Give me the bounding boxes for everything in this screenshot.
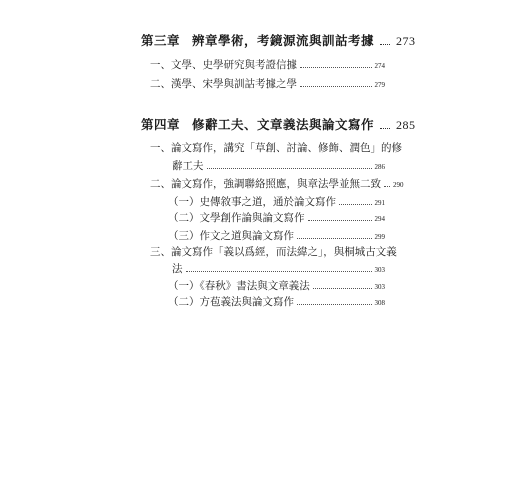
entry-page-number: 303 [374, 266, 385, 274]
chapter-page-number: 285 [396, 118, 416, 132]
toc-entry [172, 158, 385, 173]
entry-title: 二、論文寫作，強調聯絡照應，與章法學並無二致 [150, 178, 381, 190]
dot-leader [207, 168, 372, 169]
toc-entry [168, 210, 385, 225]
dot-leader [380, 128, 390, 129]
chapter-number: 第三章 [141, 33, 181, 48]
toc-entry-line-1: 一、論文寫作，講究「草創、討論、修飾、潤色」的修 [150, 142, 402, 154]
chapter-3-heading [141, 31, 416, 49]
toc-entry [168, 194, 385, 209]
entry-page-number: 303 [374, 283, 385, 291]
dot-leader [300, 67, 372, 68]
entry-page-number: 290 [393, 181, 404, 189]
toc-entry [168, 294, 385, 309]
dot-leader [313, 288, 372, 289]
chapter-title: 辨章學術，考鏡源流與訓詁考據 [192, 33, 375, 48]
toc-entry [172, 261, 385, 276]
entry-page-number: 286 [374, 163, 385, 171]
entry-title: 二、漢學、宋學與訓詁考據之學 [150, 78, 297, 90]
toc-entry-line-1: 三、論文寫作「義以爲經，而法緯之」，與桐城古文義 [150, 246, 397, 258]
dot-leader [384, 186, 390, 187]
entry-page-number: 308 [374, 299, 385, 307]
entry-page-number: 299 [374, 233, 385, 241]
dot-leader [300, 86, 372, 87]
chapter-title: 修辭工夫、文章義法與論文寫作 [192, 117, 375, 132]
entry-title: （一）史傳敘事之道，通於論文寫作 [168, 196, 336, 208]
entry-page-number: 279 [374, 81, 385, 89]
toc-entry [168, 228, 385, 243]
dot-leader [297, 238, 372, 239]
entry-title: （三）作文之道與論文寫作 [168, 230, 294, 242]
dot-leader [297, 304, 372, 305]
chapter-4-heading [141, 115, 416, 133]
dot-leader [308, 220, 372, 221]
chapter-page-number: 273 [396, 34, 416, 48]
entry-title: 辭工夫 [172, 160, 204, 172]
dot-leader [339, 204, 372, 205]
entry-page-number: 291 [374, 199, 385, 207]
entry-page-number: 294 [374, 215, 385, 223]
chapter-number: 第四章 [141, 117, 181, 132]
toc-entry [150, 76, 385, 91]
dot-leader [186, 271, 372, 272]
entry-title: （二）方苞義法與論文寫作 [168, 296, 294, 308]
entry-title: （一）《春秋》書法與文章義法 [168, 280, 310, 292]
entry-page-number: 274 [374, 62, 385, 70]
entry-title: 一、文學、史學研究與考證信據 [150, 59, 297, 71]
toc-entry [168, 278, 385, 293]
entry-title: （二）文學創作論與論文寫作 [168, 212, 305, 224]
dot-leader [380, 44, 390, 45]
toc-entry [150, 176, 404, 191]
entry-title: 法 [172, 263, 183, 275]
toc-entry [150, 57, 385, 72]
